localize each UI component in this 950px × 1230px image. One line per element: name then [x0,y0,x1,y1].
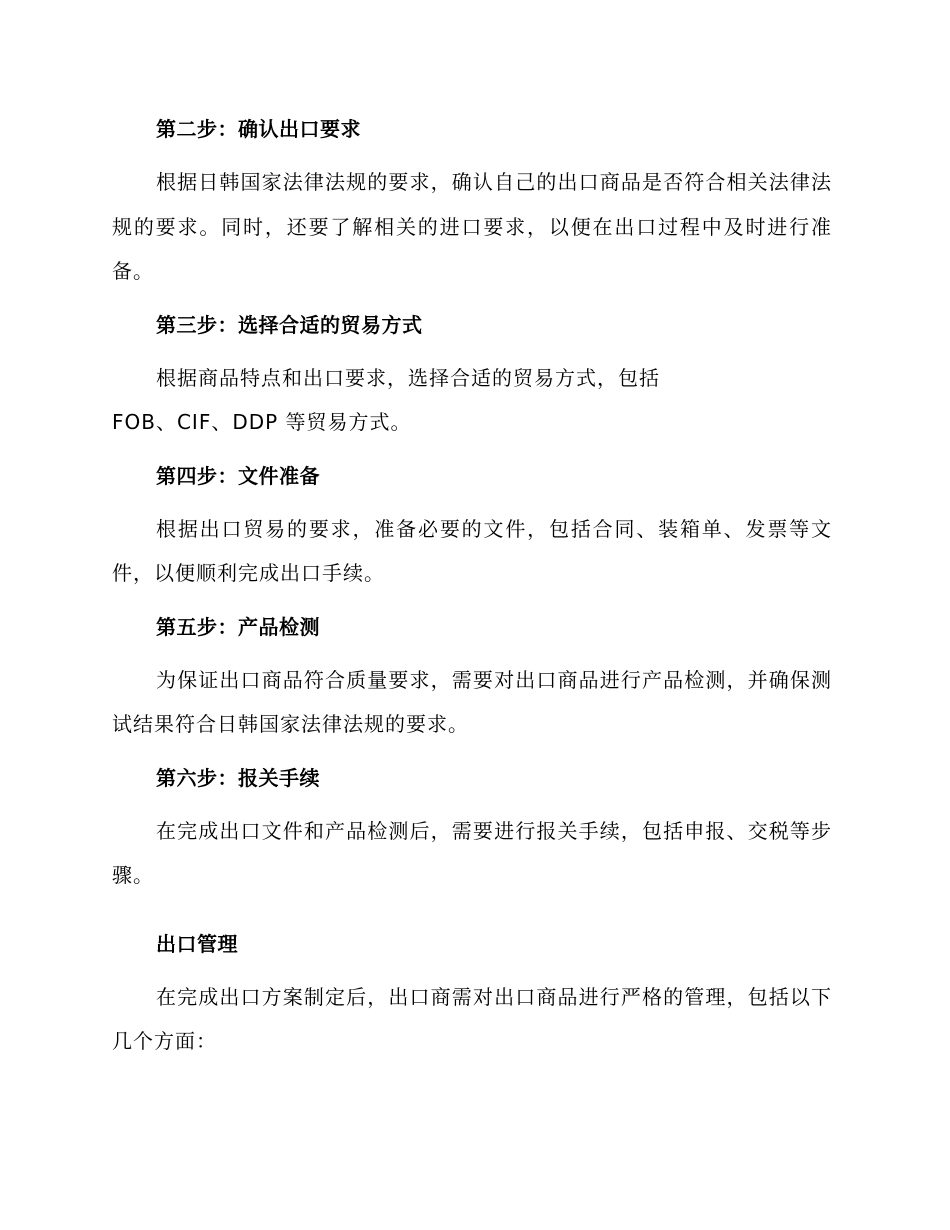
section-paragraph-step4: 根据出口贸易的要求，准备必要的文件，包括合同、装箱单、发票等文件，以便顺利完成出口手续。 [112,516,832,585]
section-heading-step3: 第三步：选择合适的贸易方式 [156,312,423,337]
section-heading-step5: 第五步：产品检测 [156,614,320,639]
document-body [112,111,832,1064]
section-heading-step4: 第四步：文件准备 [156,463,320,488]
section-paragraph-step3-line1: 根据商品特点和出口要求，选择合适的贸易方式，包括 [156,365,660,390]
section-paragraph-step5: 为保证出口商品符合质量要求，需要对出口商品进行产品检测，并确保测试结果符合日韩国家法律法规的要求。 [112,667,832,736]
section-paragraph-export-management: 在完成出口方案制定后，出口商需对出口商品进行严格的管理，包括以下几个方面： [112,984,832,1053]
section-paragraph-step6: 在完成出口文件和产品检测后，需要进行报关手续，包括申报、交税等步骤。 [112,818,832,887]
section-heading-export-management: 出口管理 [156,931,238,956]
section-heading-step2: 第二步：确认出口要求 [156,117,361,141]
section-paragraph-step2: 根据日韩国家法律法规的要求，确认自己的出口商品是否符合相关法律法规的要求。同时，还要了解相关的进口要求，以便在出口过程中及时进行准备。 [112,170,832,283]
section-paragraph-step3-line2: FOB、CIF、DDP 等贸易方式。 [112,410,412,434]
section-heading-step6: 第六步：报关手续 [156,765,320,790]
